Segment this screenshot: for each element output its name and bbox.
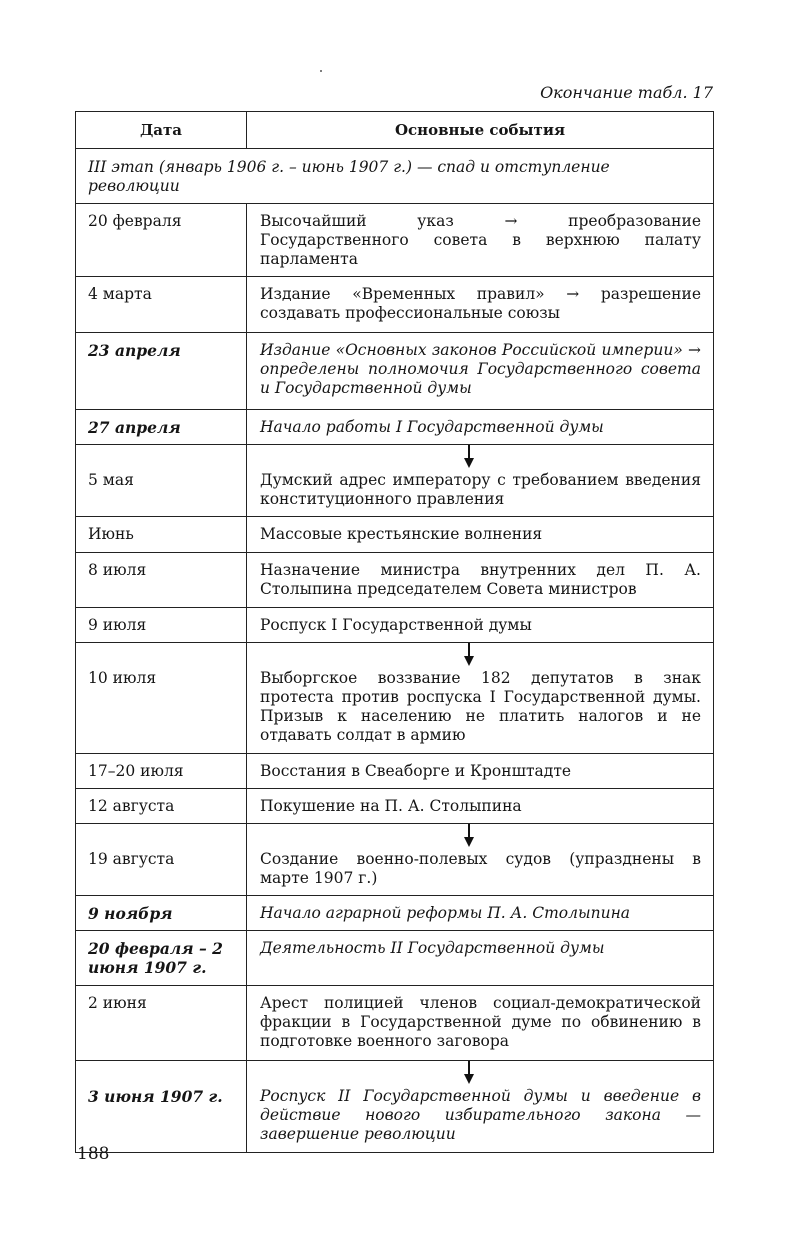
row-event-text: Думский адрес императору с требованием введения конституционного правления (260, 471, 701, 508)
row-event (247, 643, 714, 754)
row-event: Начало работы I Государственной думы (247, 410, 714, 445)
page-number: 188 (77, 1144, 110, 1164)
table-row (76, 277, 714, 333)
table-row (76, 643, 714, 754)
row-date: 20 февраля (76, 204, 247, 277)
table-row (76, 608, 714, 643)
row-event (247, 824, 714, 896)
arrow-down-icon (463, 643, 475, 667)
row-event-text: Создание военно-полевых судов (упразднены в марте 1907 г.) (260, 850, 701, 887)
row-event: Покушение на П. А. Столыпина (247, 789, 714, 824)
table-caption: Окончание табл. 17 (540, 83, 713, 102)
row-date: Июнь (76, 517, 247, 553)
row-event: Высочайший указ → преобразование Государственного совета в верхнюю палату парламента (247, 204, 714, 277)
row-date: 2 июня (76, 986, 247, 1061)
row-event (247, 1061, 714, 1153)
row-event: Арест полицией членов социал-демократической фракции в Государственной думе по обвинению в подготовке военного заговора (247, 986, 714, 1061)
table-row (76, 896, 714, 931)
row-date: 9 июля (76, 608, 247, 643)
row-date: 12 августа (76, 789, 247, 824)
row-event (247, 445, 714, 517)
arrow-down-icon (463, 445, 475, 469)
arrow-down-icon (463, 1061, 475, 1085)
stage-title: III этап (январь 1906 г. – июнь 1907 г.) — спад и отступление революции (76, 149, 714, 204)
table-row (76, 204, 714, 277)
row-date: 17–20 июля (76, 754, 247, 789)
row-date: 23 апреля (76, 333, 247, 410)
row-date: 19 августа (76, 824, 247, 896)
table-row (76, 553, 714, 608)
table-row (76, 410, 714, 445)
row-event: Начало аграрной реформы П. А. Столыпина (247, 896, 714, 931)
arrow-down-icon (463, 824, 475, 848)
row-event-text: Роспуск II Государственной думы и введение в действие нового избирательного закона — завершение революции (260, 1087, 701, 1143)
table-row (76, 754, 714, 789)
table-row (76, 1061, 714, 1153)
row-event: Издание «Временных правил» → разрешение создавать профессиональные союзы (247, 277, 714, 333)
row-date: 10 июля (76, 643, 247, 754)
stage-row (76, 149, 714, 204)
table-row (76, 931, 714, 986)
row-date: 27 апреля (76, 410, 247, 445)
table-row (76, 789, 714, 824)
table-row (76, 517, 714, 553)
row-event: Назначение министра внутренних дел П. А. Столыпина председателем Совета министров (247, 553, 714, 608)
table-row (76, 824, 714, 896)
row-event: Восстания в Свеаборге и Кронштадте (247, 754, 714, 789)
events-table (75, 111, 714, 1153)
header-date: Дата (76, 112, 247, 149)
header-events: Основные события (247, 112, 714, 149)
table-row (76, 445, 714, 517)
row-event: Массовые крестьянские волнения (247, 517, 714, 553)
row-event: Роспуск I Государственной думы (247, 608, 714, 643)
row-date: 20 февраля – 2 июня 1907 г. (76, 931, 247, 986)
table-row (76, 333, 714, 410)
row-date: 5 мая (76, 445, 247, 517)
row-event: Издание «Основных законов Российской империи» → определены полномочия Государственного совета и Государственной думы (247, 333, 714, 410)
speck (320, 70, 322, 72)
row-event: Деятельность II Государственной думы (247, 931, 714, 986)
table-header-row (76, 112, 714, 149)
row-date: 3 июня 1907 г. (76, 1061, 247, 1153)
row-date: 4 марта (76, 277, 247, 333)
row-event-text: Выборгское воззвание 182 депутатов в знак протеста против роспуска I Государственной думы. Призыв к населению не платить налогов и не отдавать солдат в армию (260, 669, 701, 744)
row-date: 9 ноября (76, 896, 247, 931)
table-row (76, 986, 714, 1061)
row-date: 8 июля (76, 553, 247, 608)
